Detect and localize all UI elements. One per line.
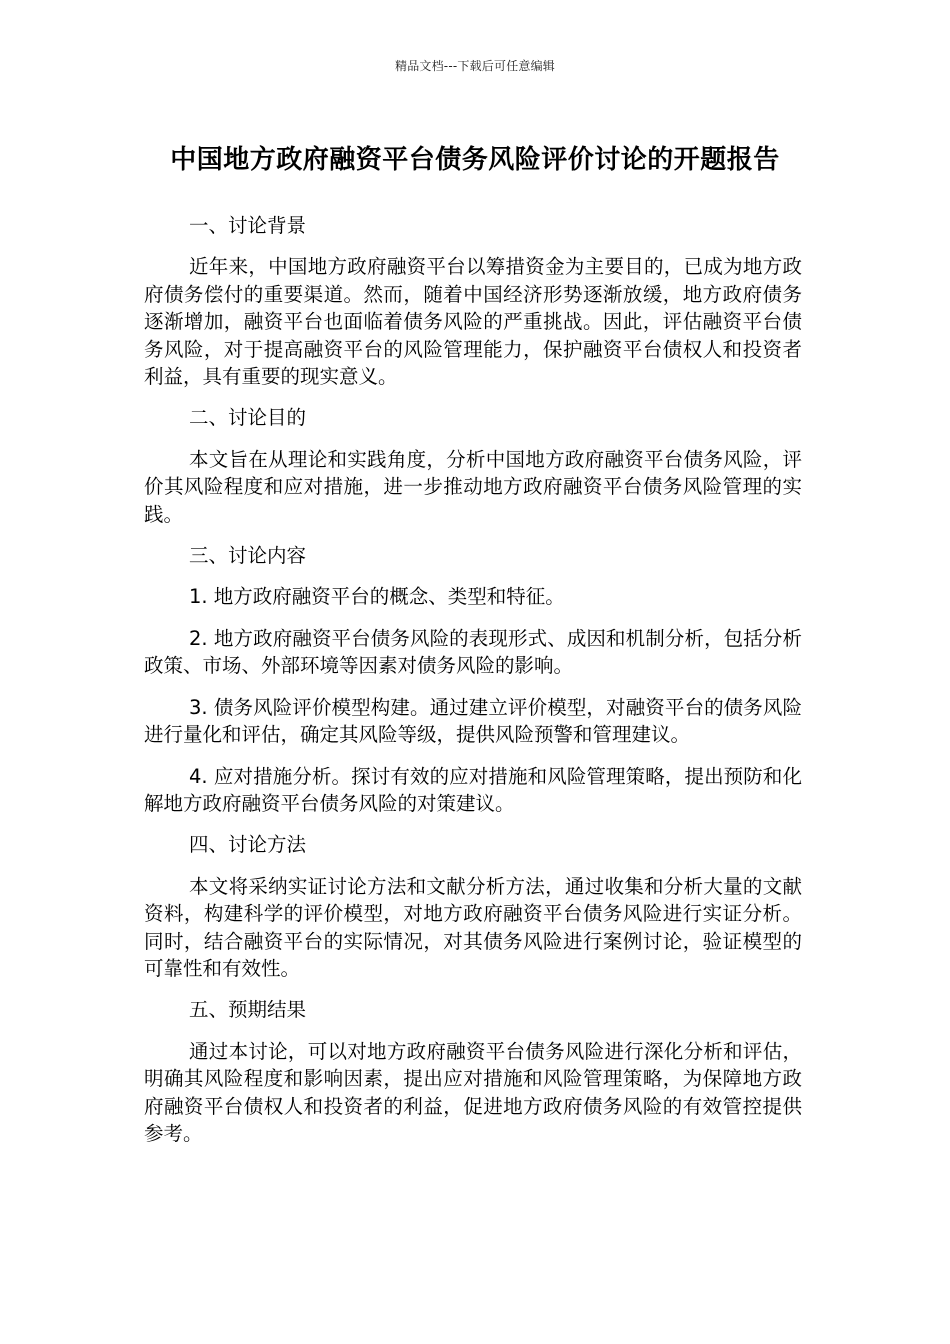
content-list-item: 4. 应对措施分析。探讨有效的应对措施和风险管理策略，提出预防和化解地方政府融资平台债务风险的对策建议。 bbox=[144, 764, 802, 815]
section-heading-background: 一、讨论背景 bbox=[189, 214, 307, 237]
section-body-method: 本文将采纳实证讨论方法和文献分析方法，通过收集和分析大量的文献资料，构建科学的评价模型，对地方政府融资平台债务风险进行实证分析。同时，结合融资平台的实际情况，对其债务风险进行案例讨论，验证模型的可靠性和有效性。 bbox=[144, 874, 802, 980]
section-body-purpose: 本文旨在从理论和实践角度，分析中国地方政府融资平台债务风险，评价其风险程度和应对措施，进一步推动地方政府融资平台债务风险管理的实践。 bbox=[144, 447, 802, 526]
section-heading-purpose: 二、讨论目的 bbox=[189, 406, 307, 430]
section-heading-results: 五、预期结果 bbox=[189, 998, 307, 1022]
section-body-background: 近年来，中国地方政府融资平台以筹措资金为主要目的，已成为地方政府债务偿付的重要渠道。然而，随着中国经济形势逐渐放缓，地方政府债务逐渐增加，融资平台也面临着债务风险的严重挑战。因此，评估融资平台债务风险，对于提高融资平台的风险管理能力，保护融资平台债权人和投资者利益，具有重要的现实意义。 bbox=[144, 255, 802, 389]
content-list-item: 3. 债务风险评价模型构建。通过建立评价模型，对融资平台的债务风险进行量化和评估，确定其风险等级，提供风险预警和管理建议。 bbox=[144, 695, 802, 747]
document-body bbox=[144, 212, 802, 1161]
section-body-results: 通过本讨论，可以对地方政府融资平台债务风险进行深化分析和评估，明确其风险程度和影响因素，提出应对措施和风险管理策略，为保障地方政府融资平台债权人和投资者的利益，促进地方政府债务风险的有效管控提供参考。 bbox=[144, 1039, 802, 1145]
document-title: 中国地方政府融资平台债务风险评价讨论的开题报告 bbox=[170, 145, 780, 175]
content-list-item: 2. 地方政府融资平台债务风险的表现形式、成因和机制分析，包括分析政策、市场、外部环境等因素对债务风险的影响。 bbox=[144, 626, 802, 678]
content-list-item: 1. 地方政府融资平台的概念、类型和特征。 bbox=[189, 585, 565, 609]
header-note: 精品文档---下载后可任意编辑 bbox=[395, 59, 555, 73]
section-heading-method: 四、讨论方法 bbox=[189, 833, 307, 857]
section-heading-content: 三、讨论内容 bbox=[189, 544, 307, 568]
